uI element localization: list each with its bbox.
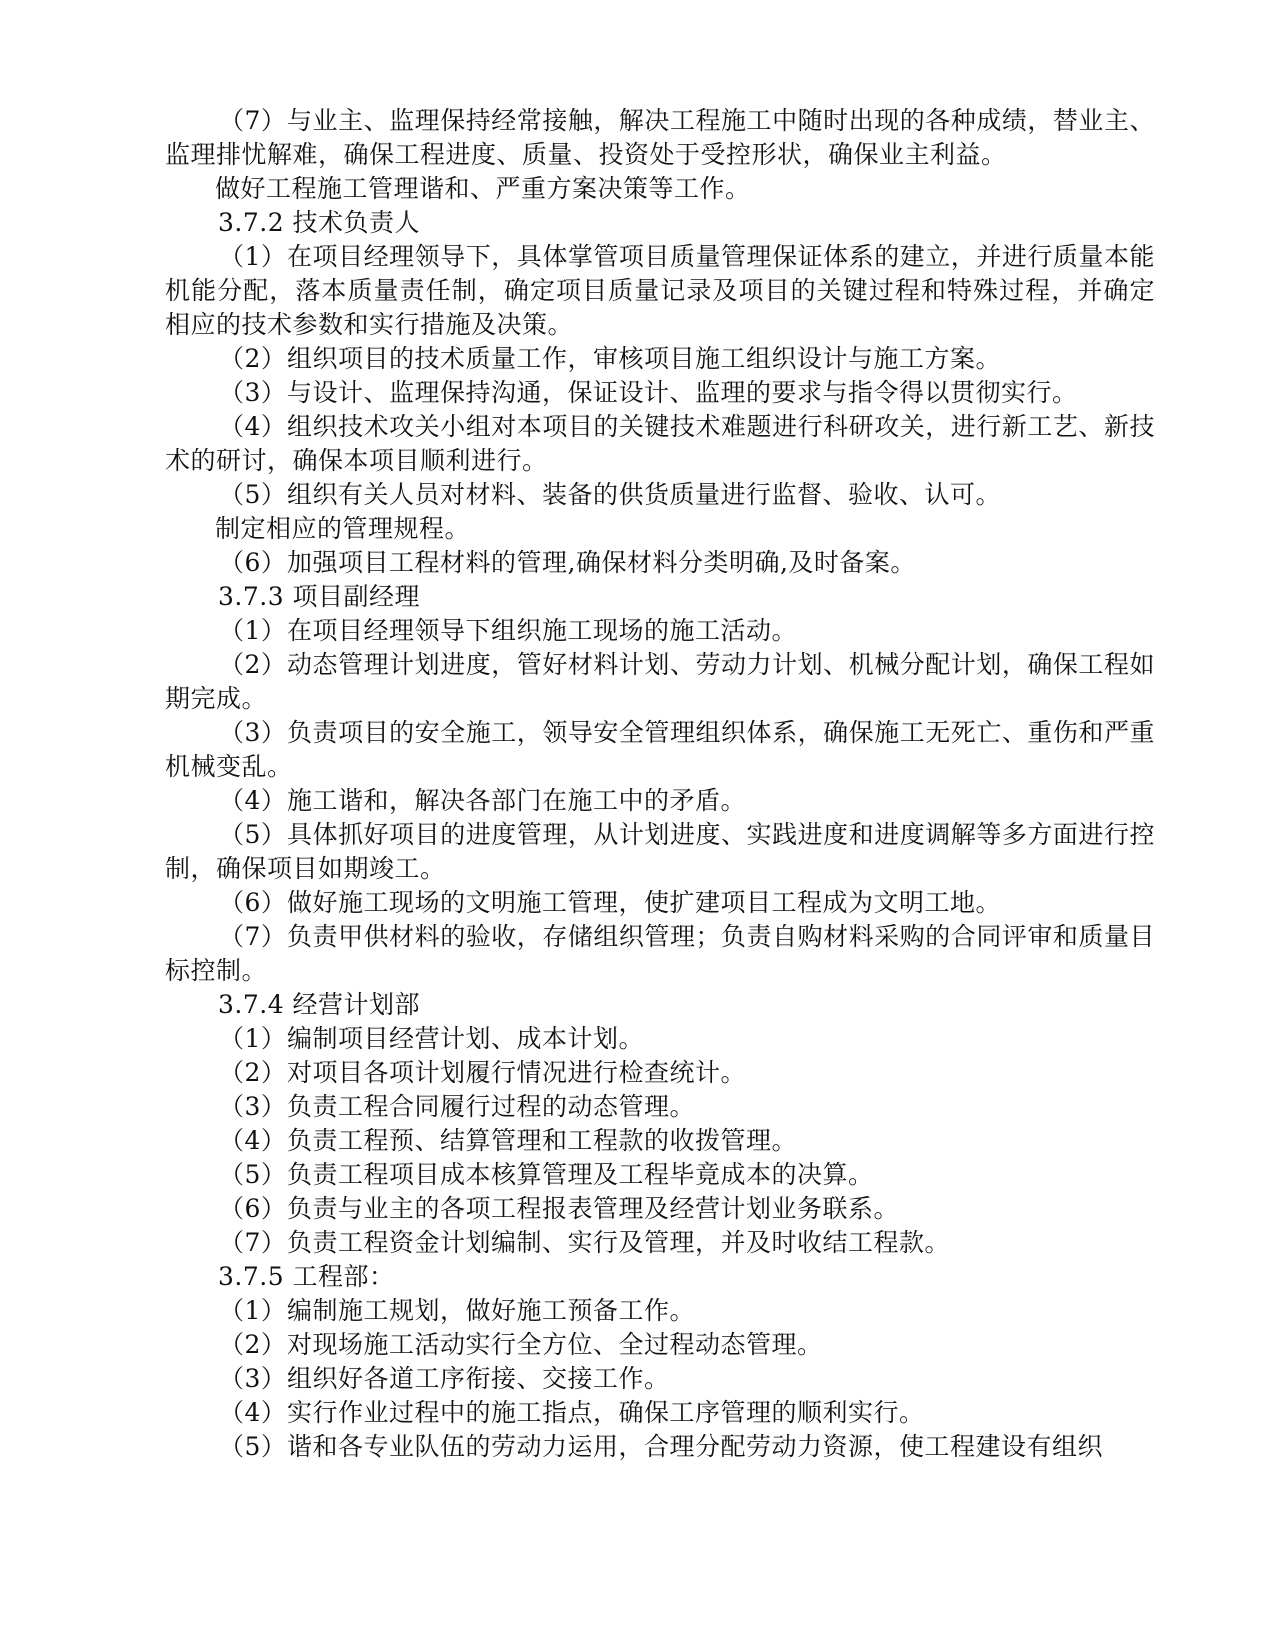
item-number: （1） <box>219 616 287 645</box>
paragraph-item <box>165 546 1155 580</box>
paragraph-item <box>165 1056 1155 1090</box>
item-text: 动态管理计划进度，管好材料计划、劳动力计划、机械分配计划，确保工程如期完成。 <box>165 650 1155 713</box>
paragraph-item <box>165 410 1155 478</box>
item-text: 实行作业过程中的施工指点，确保工序管理的顺利实行。 <box>287 1398 925 1427</box>
item-text: 施工谐和，解决各部门在施工中的矛盾。 <box>287 786 747 815</box>
paragraph-item <box>165 104 1155 172</box>
paragraph-item <box>165 1328 1155 1362</box>
item-number: （4） <box>219 1398 287 1427</box>
item-text: 具体抓好项目的进度管理，从计划进度、实践进度和进度调解等多方面进行控制，确保项目如期竣工。 <box>165 820 1155 883</box>
item-text: 编制施工规划，做好施工预备工作。 <box>287 1296 696 1325</box>
paragraph-item <box>165 920 1155 988</box>
paragraph-item <box>165 342 1155 376</box>
paragraph-item <box>165 716 1155 784</box>
item-text: 负责与业主的各项工程报表管理及经营计划业务联系。 <box>287 1194 900 1223</box>
item-number: （3） <box>219 718 287 747</box>
paragraph-item <box>165 1192 1155 1226</box>
paragraph-item <box>165 1158 1155 1192</box>
item-text: 在项目经理领导下，具体掌管项目质量管理保证体系的建立，并进行质量本能机能分配，落本质量责任制，确定项目质量记录及项目的关键过程和特殊过程，并确定相应的技术参数和实行措施及决策。 <box>165 242 1155 339</box>
item-text: 组织好各道工序衔接、交接工作。 <box>287 1364 670 1393</box>
item-number: （5） <box>219 1432 287 1461</box>
item-number: （7） <box>219 1228 287 1257</box>
item-number: （3） <box>219 378 287 407</box>
item-text: 组织项目的技术质量工作，审核项目施工组织设计与施工方案。 <box>287 344 1002 373</box>
paragraph-item <box>165 886 1155 920</box>
item-number: （5） <box>219 1160 287 1189</box>
item-text: 组织有关人员对材料、装备的供货质量进行监督、验收、认可。 <box>287 480 1002 509</box>
item-text: 负责甲供材料的验收，存储组织管理；负责自购材料采购的合同评审和质量目标控制。 <box>165 922 1155 985</box>
item-number: （7） <box>219 922 287 951</box>
item-number: （6） <box>219 548 287 577</box>
item-text: 负责工程预、结算管理和工程款的收拨管理。 <box>287 1126 798 1155</box>
item-number: （6） <box>219 888 287 917</box>
section-heading: 3.7.4 经营计划部 <box>218 990 421 1019</box>
item-number: （4） <box>219 786 287 815</box>
item-number: （1） <box>219 242 287 271</box>
item-text: 与业主、监理保持经常接触，解决工程施工中随时出现的各种成绩，替业主、监理排忧解难，确保工程进度、质量、投资处于受控形状，确保业主利益。 <box>165 106 1155 169</box>
section-heading: 3.7.5 工程部： <box>218 1262 395 1291</box>
item-number: （3） <box>219 1364 287 1393</box>
item-number: （2） <box>219 344 287 373</box>
paragraph-plain: 做好工程施工管理谐和、严重方案决策等工作。 <box>215 174 751 203</box>
item-number: （7） <box>219 106 287 135</box>
item-number: （5） <box>219 480 287 509</box>
item-number: （2） <box>219 1058 287 1087</box>
item-text: 对项目各项计划履行情况进行检查统计。 <box>287 1058 747 1087</box>
paragraph-item <box>165 1022 1155 1056</box>
item-number: （2） <box>219 650 287 679</box>
item-number: （1） <box>219 1296 287 1325</box>
paragraph-item <box>165 784 1155 818</box>
item-number: （6） <box>219 1194 287 1223</box>
section-heading: 3.7.2 技术负责人 <box>218 208 421 237</box>
document-page <box>165 104 1155 1464</box>
item-text: 对现场施工活动实行全方位、全过程动态管理。 <box>287 1330 823 1359</box>
item-text: 负责工程合同履行过程的动态管理。 <box>287 1092 696 1121</box>
paragraph-item <box>165 1430 1155 1464</box>
item-text: 做好施工现场的文明施工管理，使扩建项目工程成为文明工地。 <box>287 888 1002 917</box>
paragraph-item <box>165 240 1155 342</box>
item-text: 在项目经理领导下组织施工现场的施工活动。 <box>287 616 798 645</box>
paragraph-item <box>165 1090 1155 1124</box>
paragraph-item <box>165 478 1155 512</box>
paragraph-item <box>165 818 1155 886</box>
paragraph-item <box>165 1226 1155 1260</box>
item-number: （3） <box>219 1092 287 1121</box>
paragraph-item <box>165 614 1155 648</box>
item-text: 组织技术攻关小组对本项目的关键技术难题进行科研攻关，进行新工艺、新技术的研讨，确保本项目顺利进行。 <box>165 412 1155 475</box>
item-number: （2） <box>219 1330 287 1359</box>
item-text: 与设计、监理保持沟通，保证设计、监理的要求与指令得以贯彻实行。 <box>287 378 1078 407</box>
item-text: 加强项目工程材料的管理,确保材料分类明确,及时备案。 <box>287 548 916 577</box>
item-text: 编制项目经营计划、成本计划。 <box>287 1024 645 1053</box>
item-text: 负责工程项目成本核算管理及工程毕竟成本的决算。 <box>287 1160 874 1189</box>
item-text: 负责项目的安全施工，领导安全管理组织体系，确保施工无死亡、重伤和严重机械变乱。 <box>165 718 1155 781</box>
item-number: （4） <box>219 1126 287 1155</box>
paragraph-item <box>165 376 1155 410</box>
paragraph-item <box>165 1362 1155 1396</box>
item-number: （5） <box>219 820 287 849</box>
item-number: （4） <box>219 412 287 441</box>
section-heading: 3.7.3 项目副经理 <box>218 582 421 611</box>
paragraph-item <box>165 1124 1155 1158</box>
item-text: 谐和各专业队伍的劳动力运用，合理分配劳动力资源，使工程建设有组织 <box>287 1432 1104 1461</box>
paragraph-item <box>165 648 1155 716</box>
paragraph-plain: 制定相应的管理规程。 <box>215 514 471 543</box>
item-number: （1） <box>219 1024 287 1053</box>
paragraph-item <box>165 1294 1155 1328</box>
paragraph-item <box>165 1396 1155 1430</box>
item-text: 负责工程资金计划编制、实行及管理，并及时收结工程款。 <box>287 1228 951 1257</box>
